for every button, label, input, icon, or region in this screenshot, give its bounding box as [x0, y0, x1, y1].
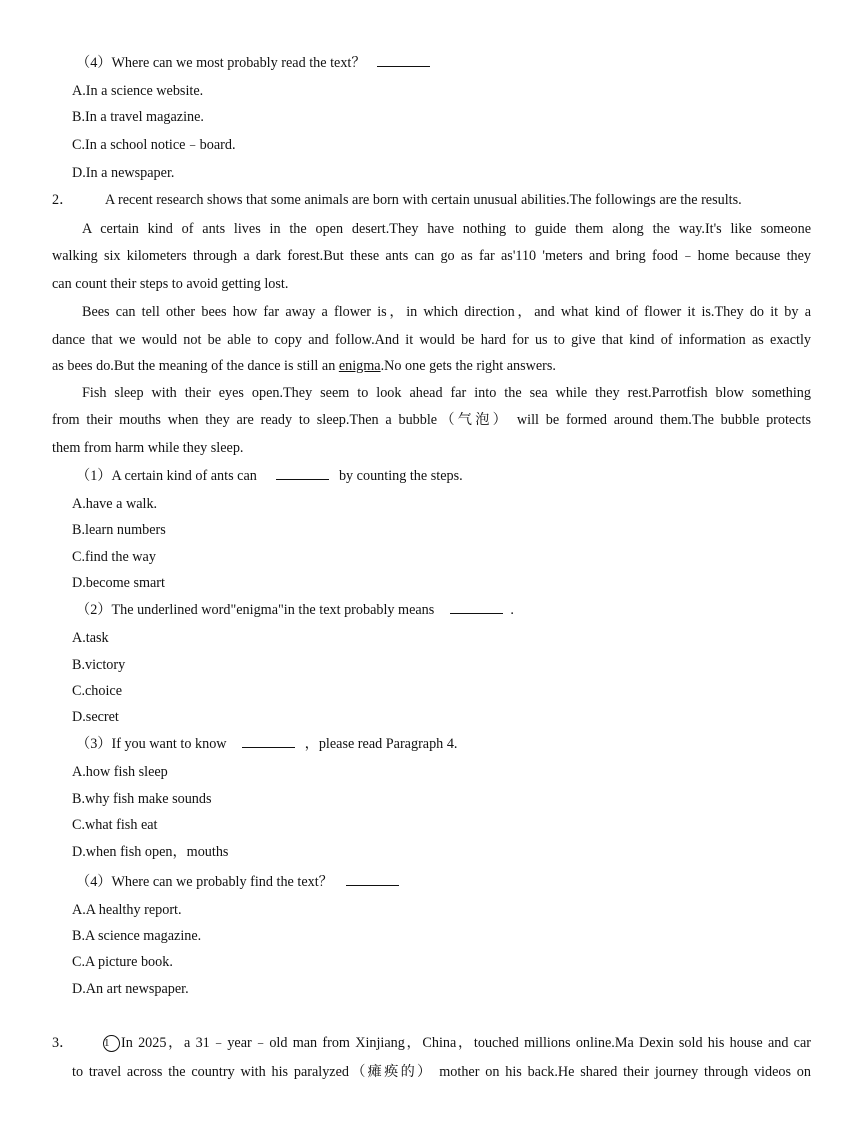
- question-stem: （4）Where can we most probably read the text？: [76, 54, 430, 72]
- passage-line: them from harm while they sleep.: [52, 440, 244, 456]
- answer-blank: [346, 873, 399, 886]
- passage-line: to travel across the country with his paralyzed（瘫痪的） mother on his back.He shared their journey through videos on: [72, 1064, 811, 1080]
- passage-line: walking six kilometers through a dark forest.But these ants can go as far as'110 'meters and bring food﹣home because they: [52, 248, 811, 264]
- answer-blank: [276, 467, 329, 480]
- answer-blank: [242, 735, 295, 748]
- option: D.In a newspaper.: [72, 165, 175, 181]
- option: B.learn numbers: [72, 522, 166, 538]
- option: A.A healthy report.: [72, 902, 182, 918]
- option: A.In a science website.: [72, 83, 204, 99]
- option: A.have a walk.: [72, 496, 158, 512]
- passage-line: Bees can tell other bees how far away a flower is，in which direction，and what kind of flower it is.They do it by a: [82, 304, 811, 320]
- option: A.how fish sleep: [72, 764, 168, 780]
- question-stem: （4）Where can we probably find the text？: [76, 873, 399, 891]
- question-stem: （2）The underlined word"enigma"in the text probably means .: [76, 602, 514, 618]
- passage-line: A certain kind of ants lives in the open desert.They have nothing to guide them along the way.It's like someone: [82, 221, 811, 237]
- option: D.secret: [72, 709, 119, 725]
- question-number: 3．: [52, 1035, 74, 1051]
- passage-line: 1 In 2025，a 31﹣year﹣old man from Xinjiang，China，touched millions online.Ma Dexin sold his house and car: [104, 1035, 811, 1051]
- option: B.A science magazine.: [72, 928, 202, 944]
- passage-intro: A recent research shows that some animals are born with certain unusual abilities.The followings are the results.: [105, 192, 742, 208]
- circled-number: 1: [103, 1035, 120, 1052]
- answer-blank: [377, 54, 430, 67]
- option: A.task: [72, 630, 109, 646]
- passage-line: Fish sleep with their eyes open.They seem to look ahead far into the sea while they rest.Parrotfish blow something: [82, 385, 811, 401]
- answer-blank: [450, 601, 503, 614]
- option: C.what fish eat: [72, 817, 158, 833]
- option: C.In a school notice﹣board.: [72, 137, 236, 153]
- question-stem: （3）If you want to know ，please read Paragraph 4.: [76, 736, 458, 752]
- passage-line: dance that we would not be able to copy and follow.And it would be hard for us to give that kind of information as exactly: [52, 332, 811, 348]
- passage-line: as bees do.But the meaning of the dance is still an enigma.No one gets the right answers.: [52, 358, 556, 374]
- passage-line: from their mouths when they are ready to sleep.Then a bubble（气泡） will be formed around them.The bubble protects: [52, 412, 811, 428]
- option: D.when fish open，mouths: [72, 844, 229, 860]
- option: C.choice: [72, 683, 123, 699]
- option: B.why fish make sounds: [72, 791, 212, 807]
- option: C.A picture book.: [72, 954, 173, 970]
- option: D.become smart: [72, 575, 165, 591]
- option: B.In a travel magazine.: [72, 109, 204, 125]
- option: C.find the way: [72, 549, 156, 565]
- underlined-word: enigma: [338, 358, 381, 374]
- option: D.An art newspaper.: [72, 981, 189, 997]
- option: B.victory: [72, 657, 126, 673]
- passage-line: can count their steps to avoid getting lost.: [52, 276, 289, 292]
- question-stem: （1）A certain kind of ants can by counting the steps.: [76, 468, 463, 484]
- question-number: 2．: [52, 192, 74, 208]
